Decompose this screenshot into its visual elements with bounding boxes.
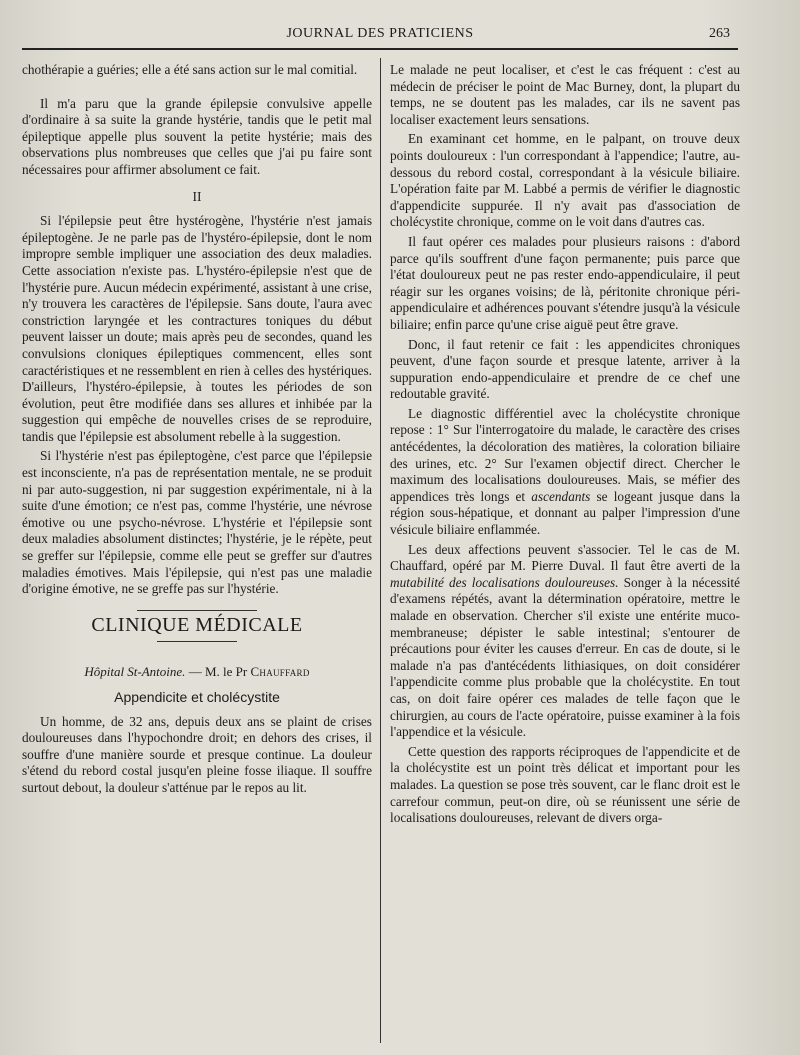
author-name: Chauffard (250, 664, 310, 680)
text-run: Songer à la nécessité d'examens répétés, avant la détermination opératoire, mettre le malade en observation. Chercher s'il existe une entérite muco-membraneuse; dépister le sable intestinal; s'entourer de précautions pour éviter les causes d'erreur. En cas de doute, si le malade n'a pas d'antécédents lithiasiques, on doit considérer l'appendicite comme plus probable que la cholécystite. En tout cas, on doit faire opérer ces malades de telle façon que le chirurgien, au cours de l'acte opératoire, puisse examiner à la fois l'appendice et la vésicule. (390, 574, 740, 740)
byline-separator: — M. le Pr (185, 664, 251, 680)
section-divider (137, 610, 257, 611)
right-column (390, 62, 740, 1042)
text-run: se logeant jusque dans la région sous-hépatique, et donnant au palper l'impression d'une vésicule biliaire enflammée. (390, 488, 740, 538)
text-run: Le diagnostic différentiel avec la cholécystite chronique repose : 1° Sur l'interrogatoire du malade, le caractère des crises antécédentes, la décoloration des matières, la coloration biliaire des urines, etc. 2° Sur l'examen objectif direct. Chercher le maximum des localisations douloureuses. Mais, se méfier des appendices très longs et (390, 405, 740, 504)
hospital-name: Hôpital St-Antoine. (84, 664, 186, 680)
text-run: Les deux affections peuvent s'associer. Tel le cas de M. Chauffard, opéré par M. Pierre Duval. Il faut être averti de la (390, 541, 740, 574)
spacer (22, 82, 372, 96)
header-rule (22, 48, 738, 50)
paragraph: Donc, il faut retenir ce fait : les appendicites chroniques peuvent, d'une façon sourde et presque latente, arriver à la suppuration endo-appendiculaire et prendre de ce chef une redoutable gravité. (390, 336, 740, 402)
paragraph: Un homme, de 32 ans, depuis deux ans se plaint de crises douloureuses dans l'hypochondre droit; en dehors des crises, il souffre d'une manière sourde et presque continue. La douleur s'étend du rebord costal jusqu'en pleine fosse iliaque. Il souffre surtout debout, la douleur s'atténue par le repos au lit. (22, 713, 372, 795)
paragraph: En examinant cet homme, en le palpant, on trouve deux points douloureux : l'un correspondant à l'appendice; l'autre, au-dessous du rebord costal, correspondant à la vésicule biliaire. L'opération faite par M. Labbé a permis de vérifier le diagnostic d'appendicite suppurée. Il n'y avait pas d'association de cholécystite chronique, comme on le voit dans d'autres cas. (390, 131, 740, 230)
page-number: 263 (709, 26, 730, 41)
emphasis: ascendants (531, 488, 591, 504)
page-header (22, 20, 738, 48)
article-title: Appendicite et cholécystite (114, 689, 280, 705)
paragraph: Le malade ne peut localiser, et c'est le cas fréquent : c'est au médecin de préciser le point de Mac Burney, dont, la plupart du temps, ne se doutent pas les malades, car ils ne savent pas localiser exactement leurs sensations. (390, 62, 740, 127)
paragraph: Il m'a paru que la grande épilepsie convulsive appelle d'ordinaire à sa suite la grande hystérie, tandis que le petit mal épileptique appelle plus souvent la petite hystérie; mais des observations plus nombreuses que celles que j'ai pu faire sont nécessaires pour affirmer absolument ce fait. (22, 95, 372, 177)
paragraph: Si l'hystérie n'est pas épileptogène, c'est parce que l'épilepsie est inconsciente, n'a pas de représentation mentale, ne se produit ni par auto-suggestion, ni par suggestion expérimentale, ni à la suite d'une émotion; ce n'est pas, comme l'hystérie, une névrose émotive ou une psycho-névrose. L'hystérie et l'épilepsie sont deux maladies absolument distinctes; l'hystérie, je le répète, peut se greffer sur l'épilepsie, comme elle peut se greffer sur d'autres maladies émotives. Mais l'épilepsie, qui n'est pas une maladie d'origine émotive, ne se greffe pas sur l'hystérie. (22, 448, 372, 597)
paragraph: Si l'épilepsie peut être hystérogène, l'hystérie n'est jamais épileptogène. Je ne parle pas de l'hystéro-épilepsie, dont le nom impropre semble impliquer une association des deux maladies. Cette association n'existe pas. L'hystéro-épilepsie n'est que de l'hystérie pure. Aucun médecin expérimenté, assistant à une crise, n'y trouvera les caractères de l'épilepsie. Sans doute, l'aura avec constriction laryngée et les contractures toniques du début peuvent laisser un doute; mais après peu de secondes, quand les convulsions cloniques épileptiques commencent, elles sont caractéristiques et ne ressemblent en rien à celles des hystériques. D'ailleurs, l'hystéro-épilepsie, à toutes les périodes de son évolution, peut être modifiée dans ses allures et inhibée par la suggestion qui empêche de nouvelles crises de se reproduire, tandis que l'épilepsie est absolument rebelle à la suggestion. (22, 213, 372, 444)
column-divider (380, 58, 381, 1043)
paragraph: Cette question des rapports réciproques de l'appendicite et de la cholécystite est un point très délicat et important pour les malades. La question se pose très souvent, car le flanc droit est le carrefour commun, peut-on dire, où se réunissent une série de localisations douloureuses, relevant de divers orga- (390, 743, 740, 826)
left-column (22, 62, 372, 1042)
paragraph: chothérapie a guéries; elle a été sans action sur le mal comitial. (22, 62, 358, 77)
paragraph (390, 406, 740, 539)
byline (22, 664, 372, 681)
section-number: II (192, 188, 202, 204)
emphasis: mutabilité des localisations douloureuses. (390, 574, 619, 590)
running-title: JOURNAL DES PRATICIENS (286, 26, 474, 41)
section-heading: CLINIQUE MÉDICALE (91, 613, 303, 636)
paragraph: Il faut opérer ces malades pour plusieurs raisons : d'abord parce qu'ils souffrent d'une façon permanente; puis parce que l'état douloureux peut ne pas rester endo-appendiculaire, il peut réagir sur les organes voisins; de là, péritonite chronique péri-appendiculaire et adhérences pouvant s'étendre jusqu'à la vésicule biliaire; enfin parce qu'une crise aiguë peut être grave. (390, 233, 740, 332)
paragraph (390, 542, 740, 741)
heading-underline (157, 641, 237, 642)
